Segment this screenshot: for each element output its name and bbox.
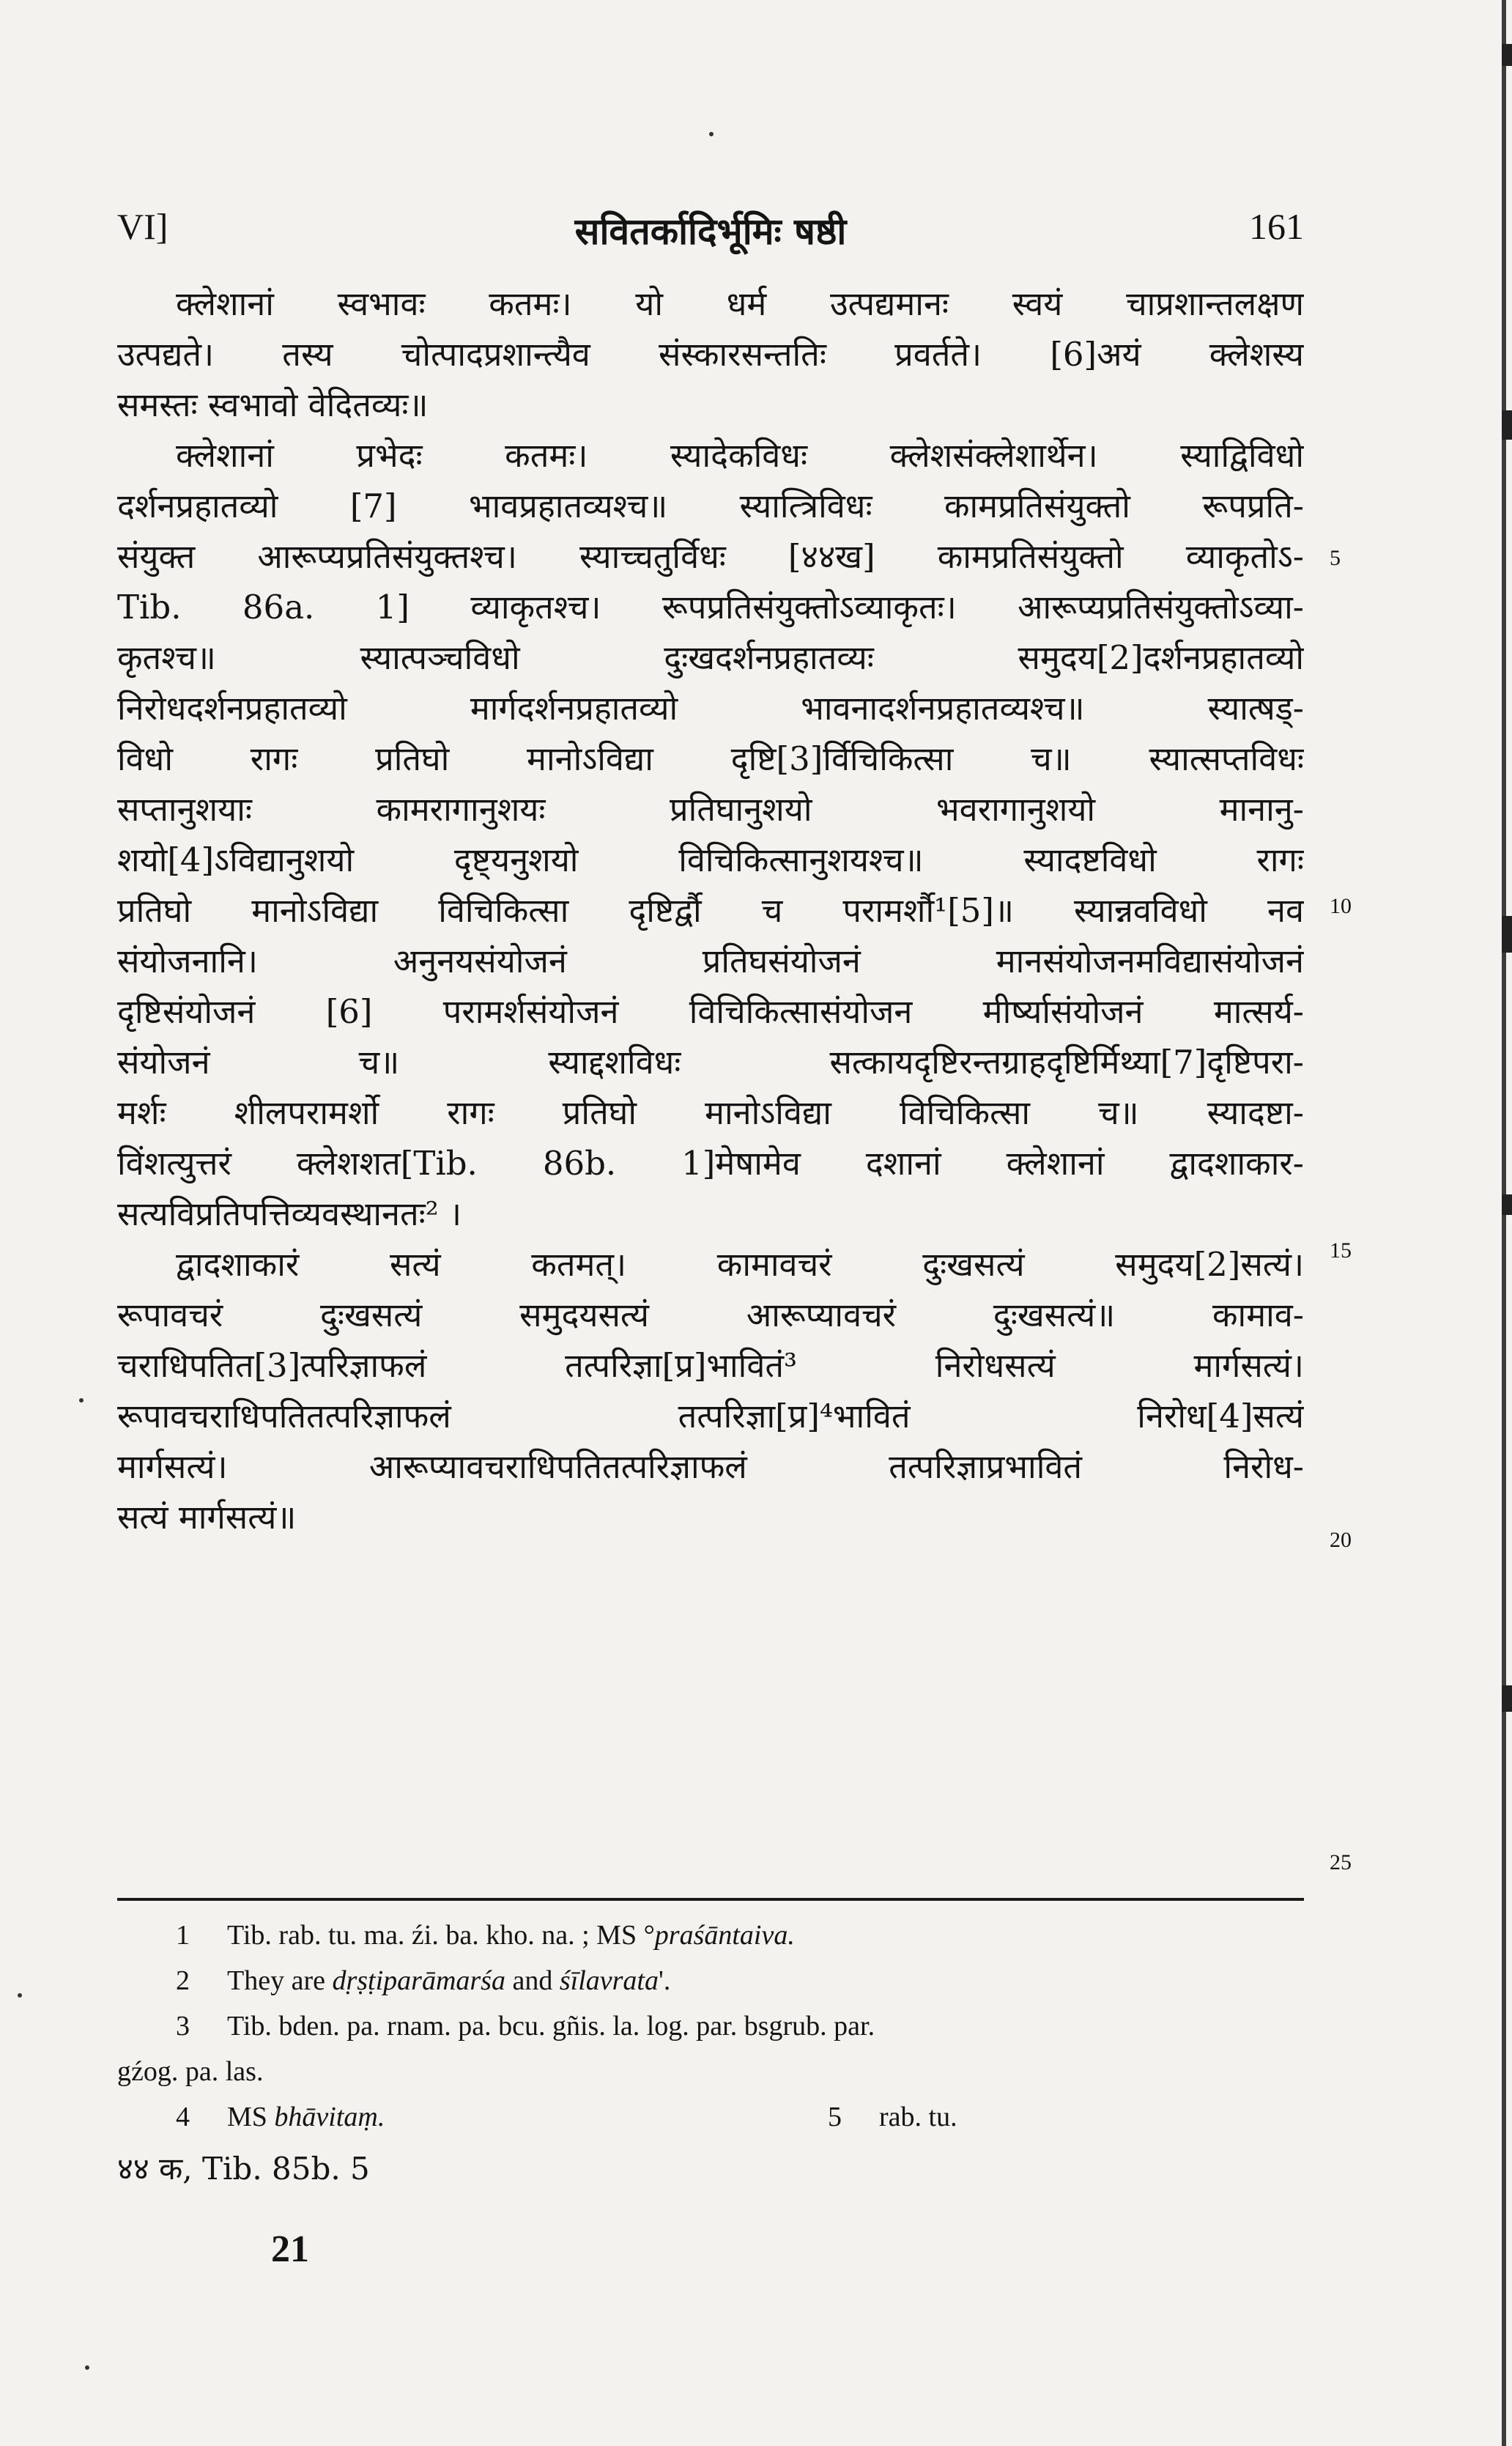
folio-reference: ४४ क, Tib. 85b. 5	[117, 2151, 370, 2187]
text-line: संयुक्त आरूप्यप्रतिसंयुक्तश्च। स्याच्चतुर्विधः [४४ख] कामप्रतिसंयुक्तो व्याकृतोऽ-	[117, 537, 1304, 576]
text-line: सत्यविप्रतिपत्तिव्यवस्थानतः² ।	[117, 1194, 462, 1233]
text-line: रूपावचरं दुःखसत्यं समुदयसत्यं आरूप्यावचरं दुःखसत्यं॥ कामाव-	[117, 1296, 1304, 1334]
running-header	[117, 205, 1304, 256]
text-line: क्लेशानां प्रभेदः कतमः। स्यादेकविधः क्लेशसंक्लेशार्थेन। स्याद्विविधो	[176, 436, 1304, 475]
footnote-number: 3	[176, 2011, 190, 2042]
footnote	[117, 2003, 1304, 2049]
text-line: विधो रागः प्रतिघो मानोऽविद्या दृष्टि[3]र्विचिकित्सा च॥ स्यात्सप्तविधः	[117, 739, 1304, 778]
signature-mark: 21	[271, 2228, 309, 2270]
footnote-text: Tib. rab. tu. ma. źi. ba. kho. na. ; MS °	[227, 1920, 655, 1951]
paper-speck	[709, 132, 714, 136]
chapter-label: VI]	[117, 206, 168, 247]
footnote-text: dṛṣṭiparāmarśa	[332, 1965, 505, 1996]
footnote	[117, 1913, 1304, 1958]
text-line: समस्तः स्वभावो वेदितव्यः॥	[117, 385, 429, 424]
footnote-text: śīlavrata	[559, 1965, 659, 1996]
text-line: सप्तानुशयाः कामरागानुशयः प्रतिघानुशयो भवरागानुशयो मानानु-	[117, 790, 1304, 829]
text-line: मर्शः शीलपरामर्शो रागः प्रतिघो मानोऽविद्या विचिकित्सा च॥ स्यादष्टा-	[117, 1093, 1304, 1132]
text-line: Tib. 86a. 1] व्याकृतश्च। रूपप्रतिसंयुक्तोऽव्याकृतः। आरूप्यप्रतिसंयुक्तोऽव्या-	[117, 588, 1304, 627]
footnote-text: bhāvitaṃ.	[274, 2102, 385, 2132]
text-line: दृष्टिसंयोजनं [6] परामर्शसंयोजनं विचिकित्सासंयोजन मीर्ष्यासंयोजनं मात्सर्य-	[117, 992, 1304, 1031]
edge-mark	[1502, 1194, 1512, 1215]
footnote-text: praśāntaiva.	[654, 1920, 795, 1951]
footnote-text: and	[505, 1965, 560, 1996]
text-line: दर्शनप्रहातव्यो [7] भावप्रहातव्यश्च॥ स्यात्त्रिविधः कामप्रतिसंयुक्तो रूपप्रति-	[117, 487, 1304, 525]
footnote-row	[117, 2094, 1304, 2140]
paper-speck	[18, 1993, 22, 1998]
footnote-text: gźog. pa. las.	[117, 2056, 264, 2087]
page-number: 161	[1249, 206, 1304, 247]
edge-mark	[1502, 410, 1512, 440]
footnote-text: Tib. bden. pa. rnam. pa. bcu. gñis. la. log. par. bsgrub. par.	[227, 2011, 875, 2042]
page-title: सवितर्कादिर्भूमिः षष्ठी	[574, 210, 847, 253]
footnote-text: MS	[227, 2102, 275, 2132]
paper-speck	[85, 2365, 89, 2370]
text-line: संयोजनं च॥ स्याद्दशविधः सत्कायदृष्टिरन्तग्राहदृष्टिर्मिथ्या[7]दृष्टिपरा-	[117, 1043, 1304, 1082]
text-line: मार्गसत्यं। आरूप्यावचराधिपतितत्परिज्ञाफलं तत्परिज्ञाप्रभावितं निरोध-	[117, 1447, 1304, 1486]
margin-line-number: 10	[1330, 894, 1352, 918]
text-line: निरोधदर्शनप्रहातव्यो मार्गदर्शनप्रहातव्यो भावनादर्शनप्रहातव्यश्च॥ स्यात्षड्-	[117, 689, 1304, 728]
margin-line-number: 25	[1330, 1850, 1352, 1874]
text-line: प्रतिघो मानोऽविद्या विचिकित्सा दृष्टिर्द्वौ च परामर्शौ¹[5]॥ स्यान्नवविधो नव	[117, 891, 1304, 930]
text-line: शयो[4]ऽविद्यानुशयो दृष्ट्यनुशयो विचिकित्सानुशयश्च॥ स्यादष्टविधो रागः	[117, 840, 1304, 879]
footnotes	[117, 1913, 1304, 2140]
footnote	[117, 1958, 1304, 2003]
footnote-number: 1	[176, 1920, 190, 1951]
edge-mark	[1502, 1685, 1512, 1712]
text-line: विंशत्युत्तरं क्लेशशत[Tib. 86b. 1]मेषामेव दशानां क्लेशानां द्वादशाकार-	[117, 1144, 1304, 1183]
text-line: क्लेशानां स्वभावः कतमः। यो धर्म उत्पद्यमानः स्वयं चाप्रशान्तलक्षण	[176, 284, 1304, 323]
text-line: सत्यं मार्गसत्यं॥	[117, 1498, 297, 1537]
footnote-number: 2	[176, 1965, 190, 1996]
footnote	[828, 2094, 957, 2140]
footnote-text: They are	[227, 1965, 333, 1996]
footnote-continuation	[117, 2049, 1304, 2094]
text-line: उत्पद्यते। तस्य चोत्पादप्रशान्त्यैव संस्कारसन्ततिः प्रवर्तते। [6]अयं क्लेशस्य	[117, 335, 1304, 374]
text-line: कृतश्च॥ स्यात्पञ्चविधो दुःखदर्शनप्रहातव्यः समुदय[2]दर्शनप्रहातव्यो	[117, 638, 1304, 677]
text-line: संयोजनानि। अनुनयसंयोजनं प्रतिघसंयोजनं मानसंयोजनमविद्यासंयोजनं	[117, 942, 1304, 980]
edge-mark	[1502, 916, 1512, 953]
main-text	[117, 278, 1304, 1542]
footnote-text: '.	[658, 1965, 671, 1996]
edge-mark	[1502, 44, 1512, 66]
paper-speck	[79, 1398, 84, 1403]
footnote-rule	[117, 1898, 1304, 1901]
footnote-text: rab. tu.	[879, 2102, 957, 2132]
margin-line-number: 20	[1330, 1528, 1352, 1552]
page-edge-line	[1502, 0, 1506, 2446]
text-line: रूपावचराधिपतितत्परिज्ञाफलं तत्परिज्ञा[प्र]⁴भावितं निरोध[4]सत्यं	[117, 1397, 1304, 1436]
text-line: द्वादशाकारं सत्यं कतमत्। कामावचरं दुःखसत्यं समुदय[2]सत्यं।	[176, 1245, 1304, 1284]
text-line: चराधिपतित[3]त्परिज्ञाफलं तत्परिज्ञा[प्र]भावितं³ निरोधसत्यं मार्गसत्यं।	[117, 1346, 1304, 1385]
footnote-number: 4	[176, 2102, 190, 2132]
margin-line-number: 15	[1330, 1238, 1352, 1263]
margin-line-number: 5	[1330, 546, 1341, 570]
footnote-number: 5	[828, 2102, 842, 2132]
